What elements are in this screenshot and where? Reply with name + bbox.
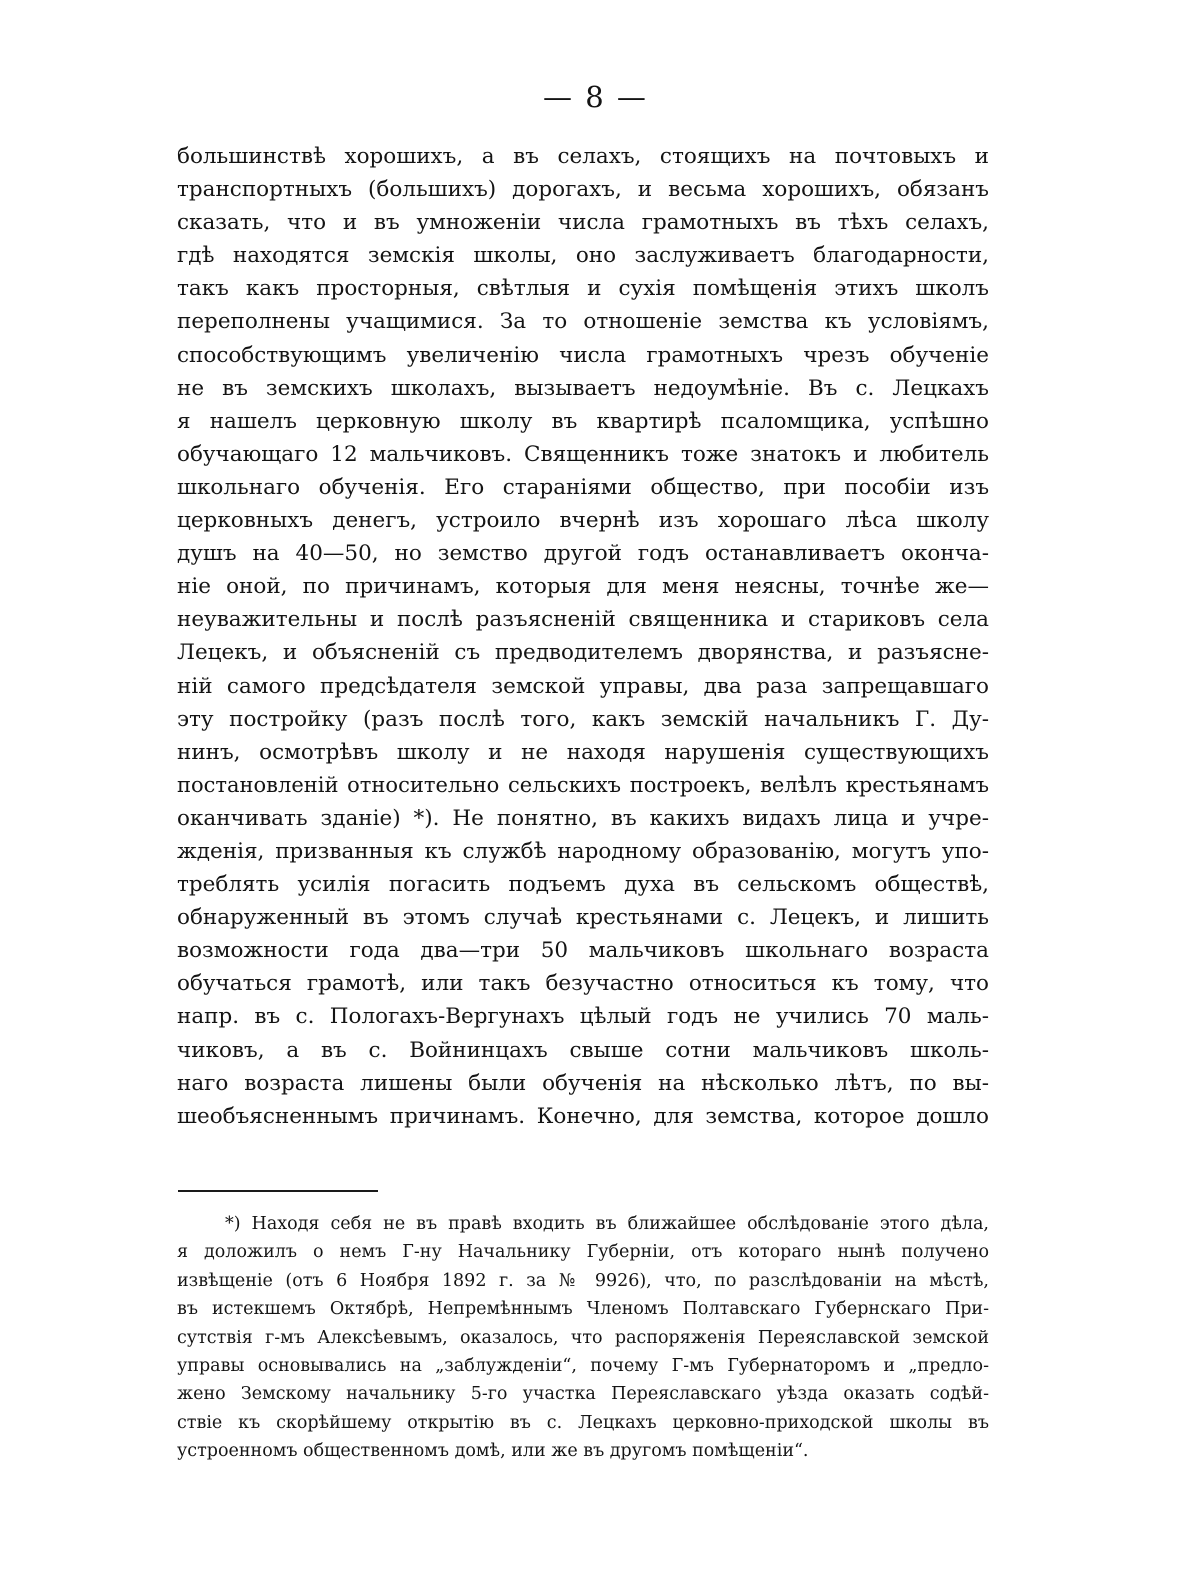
footnote-divider <box>178 1190 378 1192</box>
footnote-line: устроенномъ общественномъ домѣ, или же въ другомъ помѣщеніи“. <box>177 1441 809 1462</box>
body-line: обнаруженный въ этомъ случаѣ крестьянами с. Лецекъ, и лишить <box>177 905 989 931</box>
footnote-line: *) Находя себя не въ правѣ входить въ ближайшее обслѣдованіе этого дѣла, <box>225 1214 989 1234</box>
body-line: сказать, что и въ умноженіи числа грамотныхъ въ тѣхъ селахъ, <box>177 210 989 236</box>
body-line: жденія, призванныя къ службѣ народному образованію, могутъ упо- <box>177 838 989 864</box>
footnote-line: извѣщеніе (отъ 6 Ноября 1892 г. за № 9926), что, по разслѣдованіи на мѣстѣ, <box>177 1270 989 1291</box>
page-number: — 8 — <box>543 80 648 114</box>
body-line: не въ земскихъ школахъ, вызываетъ недоумѣніе. Въ с. Лецкахъ <box>177 375 989 401</box>
body-line: способствующимъ увеличенію числа грамотныхъ чрезъ обученіе <box>177 342 989 368</box>
footnote-line: жено Земскому начальнику 5-го участка Переяславскаго уѣзда оказать содѣй- <box>177 1384 989 1405</box>
footnote-line: въ истекшемъ Октябрѣ, Непремѣннымъ Членомъ Полтавскаго Губернскаго При- <box>177 1299 989 1320</box>
body-line: Лецекъ, и объясненій съ предводителемъ дворянства, и разъясне- <box>177 640 989 666</box>
body-line: большинствѣ хорошихъ, а въ селахъ, стоящихъ на почтовыхъ и <box>177 144 989 169</box>
body-text <box>177 140 989 1133</box>
body-line: транспортныхъ (большихъ) дорогахъ, и весьма хорошихъ, обязанъ <box>177 177 989 203</box>
footnote <box>177 1210 989 1466</box>
footnote-line: управы основывались на „заблужденіи“, почему Г-мъ Губернаторомъ и „предло- <box>177 1355 989 1376</box>
body-line: треблять усилія погасить подъемъ духа въ сельскомъ обществѣ, <box>177 872 989 898</box>
body-line: переполнены учащимися. За то отношеніе земства къ условіямъ, <box>177 309 989 335</box>
body-line: ніе оной, по причинамъ, которыя для меня неясны, точнѣе же— <box>177 574 989 600</box>
body-line: неуважительны и послѣ разъясненій священника и стариковъ села <box>177 607 989 633</box>
footnote-line: ствіе къ скорѣйшему открытію въ с. Лецкахъ церковно-приходской школы въ <box>177 1412 989 1433</box>
footnote-line: сутствія г-мъ Алексѣевымъ, оказалось, что распоряженія Переяславской земской <box>177 1327 989 1348</box>
body-line: возможности года два—три 50 мальчиковъ школьнаго возраста <box>177 938 989 964</box>
footnote-line: я доложилъ о немъ Г-ну Начальнику Губерніи, отъ котораго нынѣ получено <box>177 1242 989 1263</box>
body-line: церковныхъ денегъ, устроило вчернѣ изъ хорошаго лѣса школу <box>177 508 989 534</box>
body-line: ній самого предсѣдателя земской управы, два раза запрещавшаго <box>177 673 989 699</box>
body-line: такъ какъ просторныя, свѣтлыя и сухія помѣщенія этихъ школъ <box>177 276 989 302</box>
body-line: я нашелъ церковную школу въ квартирѣ псаломщика, успѣшно <box>177 408 989 434</box>
body-line: душъ на 40—50, но земство другой годъ останавливаетъ оконча- <box>177 541 989 567</box>
body-line: нинъ, осмотрѣвъ школу и не находя нарушенія существующихъ <box>177 739 989 765</box>
body-line: обучаться грамотѣ, или такъ безучастно относиться къ тому, что <box>177 971 989 997</box>
body-line: обучающаго 12 мальчиковъ. Священникъ тоже знатокъ и любитель <box>177 441 989 467</box>
body-line: шеобъясненнымъ причинамъ. Конечно, для земства, которое дошло <box>177 1103 989 1129</box>
body-line: школьнаго обученія. Его стараніями общество, при пособіи изъ <box>177 474 989 500</box>
body-line: наго возраста лишены были обученія на нѣсколько лѣтъ, по вы- <box>177 1070 989 1096</box>
body-line: эту постройку (разъ послѣ того, какъ земскій начальникъ Г. Ду- <box>177 706 989 732</box>
body-line: напр. въ с. Пологахъ-Вергунахъ цѣлый годъ не учились 70 маль- <box>177 1004 989 1030</box>
body-line: оканчивать зданіе) *). Не понятно, въ какихъ видахъ лица и учре- <box>177 805 989 831</box>
body-line: чиковъ, а въ с. Войнинцахъ свыше сотни мальчиковъ школь- <box>177 1037 989 1063</box>
body-line: постановленій относительно сельскихъ построекъ, велѣлъ крестьянамъ <box>177 772 989 797</box>
body-line: гдѣ находятся земскія школы, оно заслуживаетъ благодарности, <box>177 243 989 269</box>
